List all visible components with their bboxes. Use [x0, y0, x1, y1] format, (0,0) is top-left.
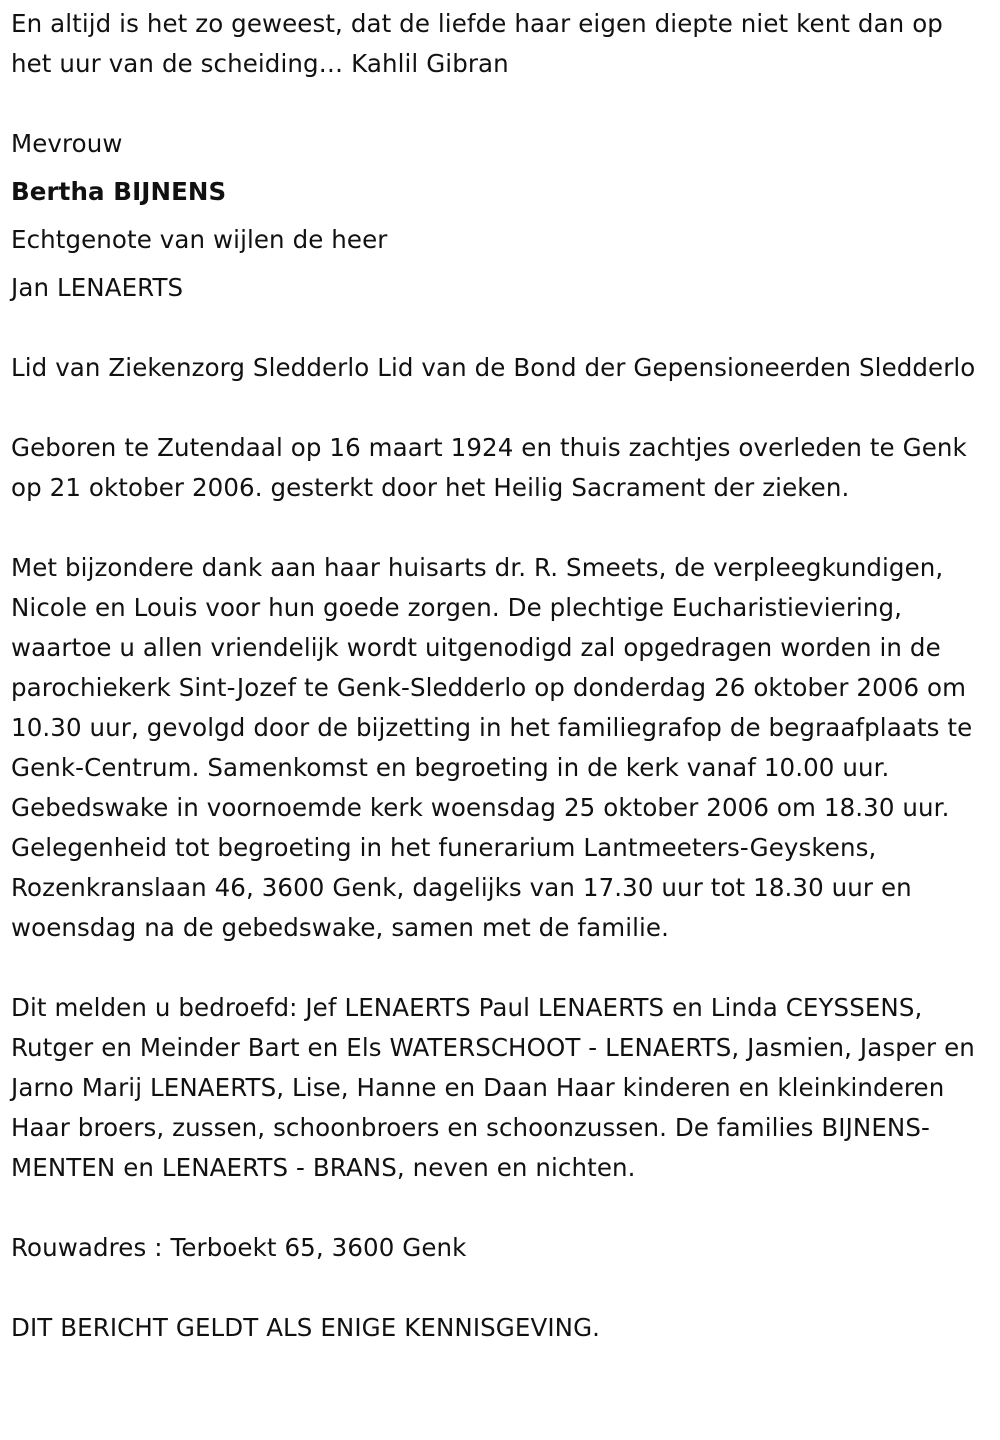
ceremony-info: Met bijzondere dank aan haar huisarts dr. R. Smeets, de verpleegkundigen, Nicole en Louis voor hun goede zorgen. De plechtige Eucharistieviering, waartoe u allen vriendelijk wordt uitgenodigd zal opgedragen worden in de parochiekerk Sint-Jozef te Genk-Sledderlo op donderdag 26 oktober 2006 om 10.30 uur, gevolgd door de bijzetting in het familiegrafop de begraafplaats te Genk-Centrum. Samenkomst en begroeting in de kerk vanaf 10.00 uur. Gebedswake in voornoemde kerk woensdag 25 oktober 2006 om 18.30 uur. Gelegenheid tot begroeting in het funerarium Lantmeeters-Geyskens, Rozenkranslaan 46, 3600 Genk, dagelijks van 17.30 uur tot 18.30 uur en woensdag na de gebedswake, samen met de familie. [11, 553, 973, 942]
notice-line: DIT BERICHT GELDT ALS ENIGE KENNISGEVING. [11, 1313, 601, 1342]
opening-quote: En altijd is het zo geweest, dat de liefde haar eigen diepte niet kent dan op het uur van de scheiding… Kahlil Gibran [11, 9, 943, 78]
mourning-address: Rouwadres : Terboekt 65, 3600 Genk [11, 1233, 467, 1262]
memberships: Lid van Ziekenzorg Sledderlo Lid van de Bond der Gepensioneerden Sledderlo [11, 353, 976, 382]
birth-death-info: Geboren te Zutendaal op 16 maart 1924 en thuis zachtjes overleden te Genk op 21 oktober 2006. gesterkt door het Heilig Sacrament der zieken. [11, 433, 967, 502]
family-announcement: Dit melden u bedroefd: Jef LENAERTS Paul LENAERTS en Linda CEYSSENS, Rutger en Meinder Bart en Els WATERSCHOOT - LENAERTS, Jasmien, Jasper en Jarno Marij LENAERTS, Lise, Hanne en Daan Haar kinderen en kleinkinderen Haar broers, zussen, schoonbroers en schoonzussen. De families BIJNENS- MENTEN en LENAERTS - BRANS, neven en nichten. [11, 993, 975, 1182]
spouse-name: Jan LENAERTS [11, 273, 184, 302]
deceased-name: Bertha BIJNENS [11, 177, 227, 206]
relation-line: Echtgenote van wijlen de heer [11, 225, 388, 254]
salutation: Mevrouw [11, 129, 123, 158]
obituary-document [11, 4, 988, 1348]
